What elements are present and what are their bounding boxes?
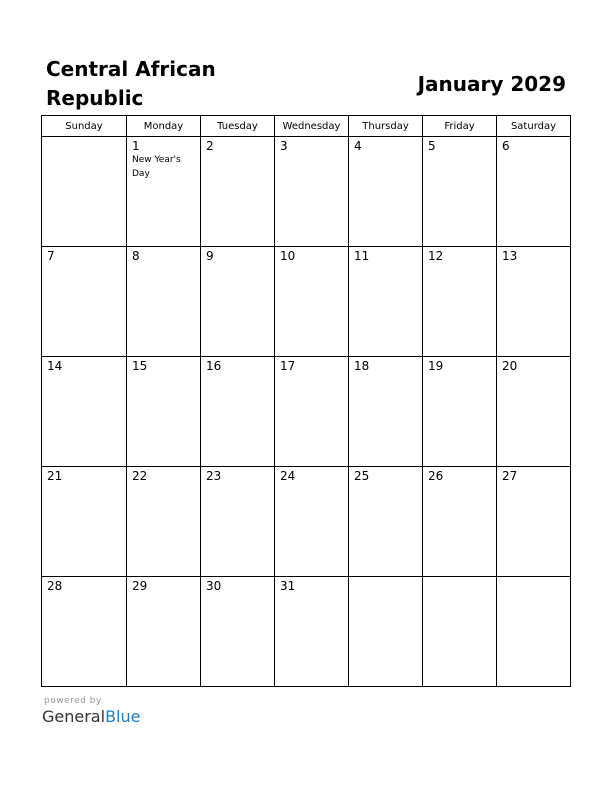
day-number: 4 — [354, 139, 362, 153]
day-number: 14 — [47, 359, 63, 373]
day-cell — [201, 577, 275, 687]
day-cell — [349, 247, 423, 357]
logo-text-general: General — [42, 707, 106, 726]
day-number: 11 — [354, 249, 370, 263]
day-cell — [127, 357, 201, 467]
day-number: 16 — [206, 359, 222, 373]
day-number — [349, 577, 422, 579]
day-cell — [423, 357, 497, 467]
weekday-wednesday: Wednesday — [275, 116, 349, 137]
day-cell — [201, 247, 275, 357]
day-cell — [423, 137, 497, 247]
weekday-friday: Friday — [423, 116, 497, 137]
day-cell — [497, 247, 571, 357]
day-cell — [497, 357, 571, 467]
day-cell — [42, 137, 127, 247]
day-number: 25 — [354, 469, 370, 483]
day-cell — [42, 467, 127, 577]
day-number — [497, 577, 570, 579]
day-number: 27 — [502, 469, 518, 483]
day-number: 12 — [428, 249, 444, 263]
day-cell — [201, 137, 275, 247]
day-cell — [275, 577, 349, 687]
day-cell — [349, 357, 423, 467]
day-cell — [275, 137, 349, 247]
day-cell — [201, 357, 275, 467]
day-cell — [275, 247, 349, 357]
weekday-saturday: Saturday — [497, 116, 571, 137]
day-cell — [201, 467, 275, 577]
week-row-4 — [42, 467, 571, 577]
day-number: 28 — [47, 579, 63, 593]
day-number — [42, 137, 126, 139]
day-cell — [275, 467, 349, 577]
week-row-1 — [42, 137, 571, 247]
day-number: 31 — [280, 579, 296, 593]
day-cell — [497, 467, 571, 577]
day-cell — [423, 247, 497, 357]
day-number: 2 — [206, 139, 214, 153]
day-cell — [423, 577, 497, 687]
day-cell — [127, 247, 201, 357]
day-number: 21 — [47, 469, 63, 483]
day-cell — [127, 577, 201, 687]
day-number: 29 — [132, 579, 148, 593]
powered-by-label: powered by — [44, 696, 102, 706]
weekday-tuesday: Tuesday — [201, 116, 275, 137]
weekday-thursday: Thursday — [349, 116, 423, 137]
day-number: 3 — [280, 139, 288, 153]
day-cell — [423, 467, 497, 577]
day-cell — [127, 137, 201, 247]
day-number — [423, 577, 496, 579]
day-cell — [275, 357, 349, 467]
country-title: Central African Republic — [46, 57, 216, 110]
week-row-5 — [42, 577, 571, 687]
day-cell — [497, 137, 571, 247]
holiday-label: New Year's Day — [132, 155, 181, 179]
day-number: 5 — [428, 139, 436, 153]
day-number: 23 — [206, 469, 222, 483]
day-number: 8 — [132, 249, 140, 263]
day-number: 30 — [206, 579, 222, 593]
day-number: 6 — [502, 139, 510, 153]
day-number: 24 — [280, 469, 296, 483]
weekday-monday: Monday — [127, 116, 201, 137]
day-number: 1 — [132, 139, 140, 153]
day-number: 17 — [280, 359, 296, 373]
day-cell — [42, 357, 127, 467]
month-title: January 2029 — [417, 72, 566, 96]
day-number: 19 — [428, 359, 444, 373]
day-cell — [42, 577, 127, 687]
day-number: 18 — [354, 359, 370, 373]
day-cell — [497, 577, 571, 687]
day-cell — [42, 247, 127, 357]
day-number: 10 — [280, 249, 296, 263]
generalblue-logo[interactable] — [42, 707, 140, 726]
day-number: 9 — [206, 249, 214, 263]
day-number: 20 — [502, 359, 518, 373]
day-number: 26 — [428, 469, 444, 483]
day-number: 22 — [132, 469, 148, 483]
day-number: 7 — [47, 249, 55, 263]
logo-text-blue: Blue — [105, 707, 141, 726]
day-cell — [349, 577, 423, 687]
calendar-grid — [41, 115, 571, 687]
day-cell — [349, 467, 423, 577]
week-row-2 — [42, 247, 571, 357]
weekday-sunday: Sunday — [42, 116, 127, 137]
day-number: 13 — [502, 249, 518, 263]
day-cell — [349, 137, 423, 247]
weekday-header-row — [42, 116, 571, 137]
day-cell — [127, 467, 201, 577]
week-row-3 — [42, 357, 571, 467]
day-number: 15 — [132, 359, 148, 373]
